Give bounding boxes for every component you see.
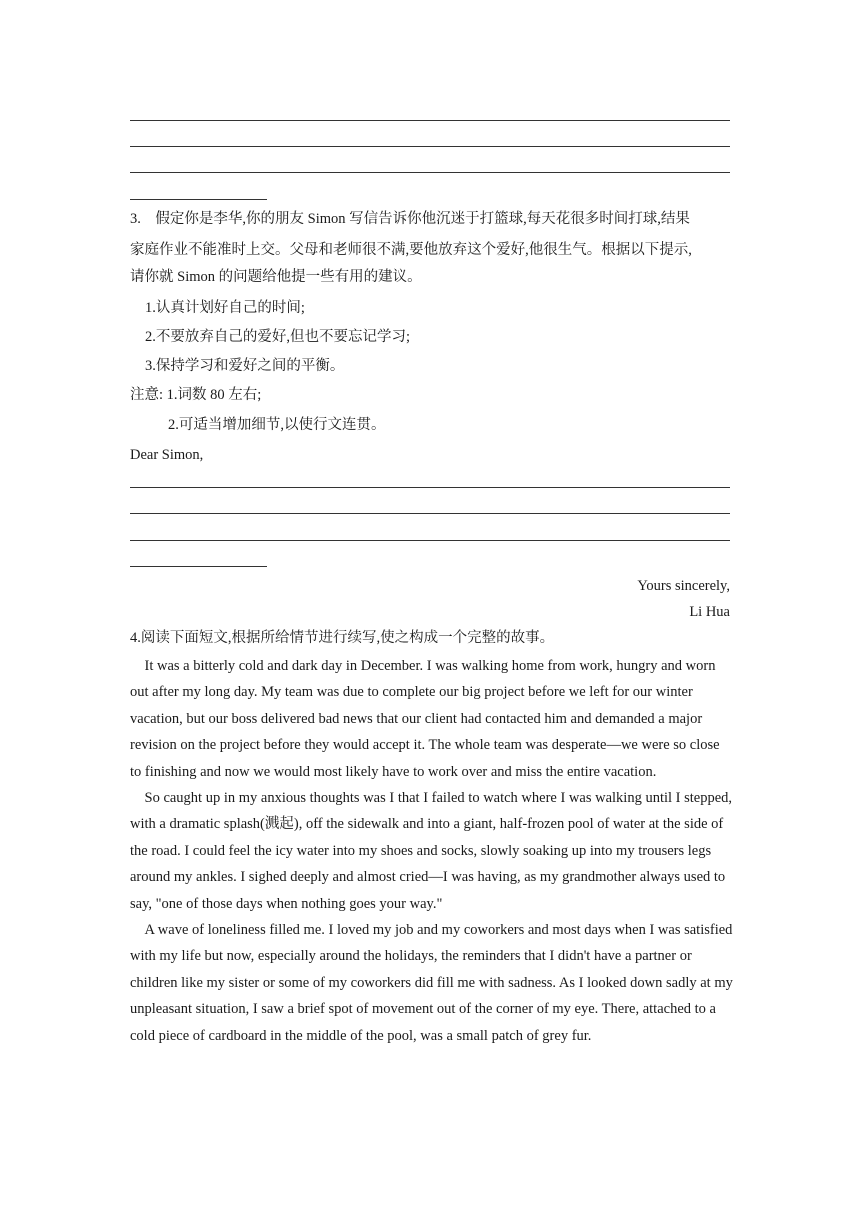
- answer-line[interactable]: [130, 172, 730, 173]
- q3-signature: Li Hua: [689, 604, 730, 620]
- answer-line[interactable]: [130, 146, 730, 147]
- q3-note-1: 注意: 1.词数 80 左右;: [130, 387, 262, 403]
- answer-line-short[interactable]: [130, 199, 267, 200]
- answer-line[interactable]: [130, 487, 730, 488]
- answer-line-short[interactable]: [130, 566, 267, 567]
- q3-prompt-line1: 3. 假定你是李华,你的朋友 Simon 写信告诉你他沉迷于打篮球,每天花很多时间打球,结果: [130, 211, 690, 227]
- q3-prompt-line2: 家庭作业不能准时上交。父母和老师很不满,要他放弃这个爱好,他很生气。根据以下提示,: [130, 242, 692, 258]
- q4-paragraph-1: It was a bitterly cold and dark day in December. I was walking home from work, hungry and worn out after my long day. My team was due to complete our big project before we left for our winter vacation, but our boss delivered bad news that our client had contacted him and demanded a major revision on the project before they would accept it. The whole team was desperate—we were so close to finishing and now we would most likely have to work over and miss the entire vacation.: [130, 658, 720, 780]
- answer-line[interactable]: [130, 513, 730, 514]
- answer-line[interactable]: [130, 120, 730, 121]
- q3-tip-1: 1.认真计划好自己的时间;: [145, 300, 305, 316]
- q3-closing: Yours sincerely,: [637, 578, 730, 594]
- q4-prompt: 4.阅读下面短文,根据所给情节进行续写,使之构成一个完整的故事。: [130, 630, 555, 646]
- q3-prompt-line3: 请你就 Simon 的问题给他提一些有用的建议。: [130, 269, 422, 285]
- q3-tip-3: 3.保持学习和爱好之间的平衡。: [145, 358, 345, 374]
- q4-passage: [130, 653, 734, 1049]
- q4-paragraph-2: So caught up in my anxious thoughts was I that I failed to watch where I was walking until I stepped, with a dramatic splash(溅起), off the sidewalk and into a giant, half-frozen pool of water at the side of the road. I could feel the icy water into my shoes and socks, slowly soaking up into my trousers legs around my ankles. I sighed deeply and almost cried—I was having, as my grandmother always used to say, "one of those days when nothing goes your way.": [130, 790, 733, 912]
- q4-paragraph-3: A wave of loneliness filled me. I loved my job and my coworkers and most days when I was satisfied with my life but now, especially around the holidays, the reminders that I didn't have a partner or children like my sister or some of my coworkers did fill me with sadness. As I looked down sadly at my unpleasant situation, I saw a brief spot of movement out of the corner of my eye. There, attached to a cold piece of cardboard in the middle of the pool, was a small patch of grey fur.: [130, 922, 733, 1044]
- q3-tip-2: 2.不要放弃自己的爱好,但也不要忘记学习;: [145, 329, 411, 345]
- q3-greeting: Dear Simon,: [130, 447, 204, 463]
- answer-line[interactable]: [130, 540, 730, 541]
- q3-note-2: 2.可适当增加细节,以使行文连贯。: [168, 417, 386, 433]
